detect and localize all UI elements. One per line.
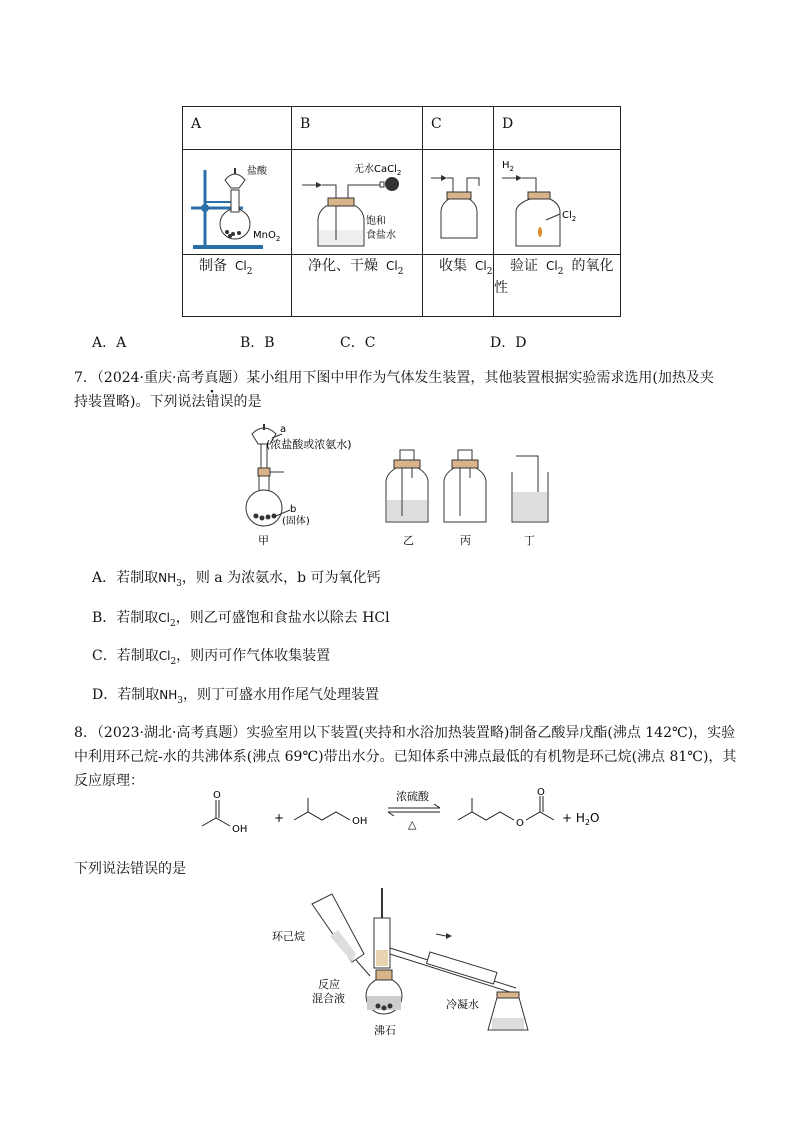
label-cl2: Cl — [562, 210, 572, 221]
ester-carbonyl-o: O — [537, 787, 545, 798]
q7-emphasis: 错误 — [205, 394, 234, 410]
ester-o: O — [516, 818, 524, 829]
q6-choice-d[interactable]: D．D — [490, 335, 527, 351]
apparatus-d-figure — [494, 150, 620, 250]
label-cacl2: 无水CaCl — [354, 164, 397, 175]
label-cyclohexane: 环己烷 — [272, 930, 305, 943]
caption-a: 制备 $Cl_2$ — [183, 255, 292, 317]
label-h2: H — [502, 160, 510, 171]
caption-d: 验证 $Cl_2$ 的氧化性 — [494, 255, 621, 317]
q8-stem-line3: 反应原理： — [74, 773, 144, 789]
svg-text:H2: $H_2$ — [502, 160, 514, 173]
q6-choice-b[interactable]: B．B — [240, 335, 275, 351]
figure-cell-b — [292, 150, 423, 255]
label-brine2: 食盐水 — [366, 230, 396, 241]
header-cell-c: C — [423, 107, 494, 150]
q7-option-c[interactable]: C．若制取$Cl_2$，则丙可作气体收集装置 — [92, 648, 331, 667]
header-cell-b: B — [292, 107, 423, 150]
catalyst-label: 浓硫酸 — [396, 790, 429, 803]
label-cooling-water: 冷凝水 — [446, 998, 479, 1011]
q7-apparatus-figure — [236, 420, 566, 550]
label-mno2: MnO — [253, 230, 276, 241]
q8-apparatus-figure — [266, 884, 546, 1044]
label-b: b — [290, 504, 297, 515]
apparatus-b-figure — [292, 150, 422, 250]
label-boiling-stone: 沸石 — [374, 1024, 396, 1037]
figure-cell-a — [183, 150, 292, 255]
apparatus-c-figure — [423, 150, 493, 250]
figure-cell-c — [423, 150, 494, 255]
label-ding: 丁 — [524, 534, 535, 547]
label-bing: 丙 — [460, 534, 471, 547]
q7-option-d[interactable]: D．若制取$NH_3$，则丁可盛水用作尾气处理装置 — [92, 687, 379, 706]
header-cell-d: D — [494, 107, 621, 150]
q7-stem-line2: 持装置略)。下列说法错误的是 — [74, 394, 262, 410]
q7-option-a[interactable]: A．若制取$NH_3$，则 a 为浓氨水，b 可为氧化钙 — [92, 570, 381, 589]
acid-oh: OH — [232, 824, 248, 835]
heat-symbol: △ — [408, 818, 417, 831]
label-mixture-1: 反应 — [318, 978, 340, 991]
label-b-text: (固体) — [282, 516, 310, 527]
acid-o: O — [213, 790, 221, 801]
label-a-text: (浓盐酸或浓氨水) — [266, 438, 352, 451]
caption-c: 收集 $Cl_2$ — [423, 255, 494, 317]
label-jia: 甲 — [258, 534, 269, 547]
q8-reaction-equation — [196, 786, 616, 848]
svg-text:MnO2: MnO$_2$ — [253, 230, 281, 243]
water-product: + $H_2O$ — [562, 811, 600, 827]
svg-text:无水CaCl2: 无水CaCl$_2$ — [354, 164, 402, 177]
label-yi: 乙 — [403, 534, 414, 547]
label-mixture-2: 混合液 — [312, 992, 345, 1005]
label-hcl: 盐酸 — [247, 166, 267, 177]
figure-cell-d — [494, 150, 621, 255]
q8-question-text: 下列说法错误的是 — [74, 861, 186, 877]
q7-option-b[interactable]: B．若制取$Cl_2$，则乙可盛饱和食盐水以除去 HCl — [92, 610, 390, 629]
q7-stem-line1: 7．（2024·重庆·高考真题）某小组用下图中甲作为气体发生装置，其他装置根据实验需求选用(加热及夹 — [74, 370, 714, 386]
plus-sign-1: + — [274, 811, 285, 825]
q6-choice-c[interactable]: C．C — [340, 335, 376, 351]
q6-options-table — [182, 106, 621, 317]
header-cell-a: A — [183, 107, 292, 150]
svg-text:Cl2: $Cl_2$ — [562, 210, 577, 223]
caption-b: 净化、干燥 $Cl_2$ — [292, 255, 423, 317]
label-brine1: 饱和 — [366, 216, 386, 227]
q6-choice-a[interactable]: A．A — [92, 335, 127, 351]
apparatus-a-figure — [183, 150, 291, 250]
alcohol-oh: OH — [352, 816, 368, 827]
q8-stem-line2: 中利用环己烷-水的共沸体系(沸点 69℃)带出水分。已知体系中沸点最低的有机物是环己烷(沸点 81℃)，其 — [74, 749, 737, 765]
q8-stem-line1: 8．（2023·湖北·高考真题）实验室用以下装置(夹持和水浴加热装置略)制备乙酸异戊酯(沸点 142℃)，实验 — [74, 725, 736, 741]
label-a: a — [280, 424, 287, 435]
